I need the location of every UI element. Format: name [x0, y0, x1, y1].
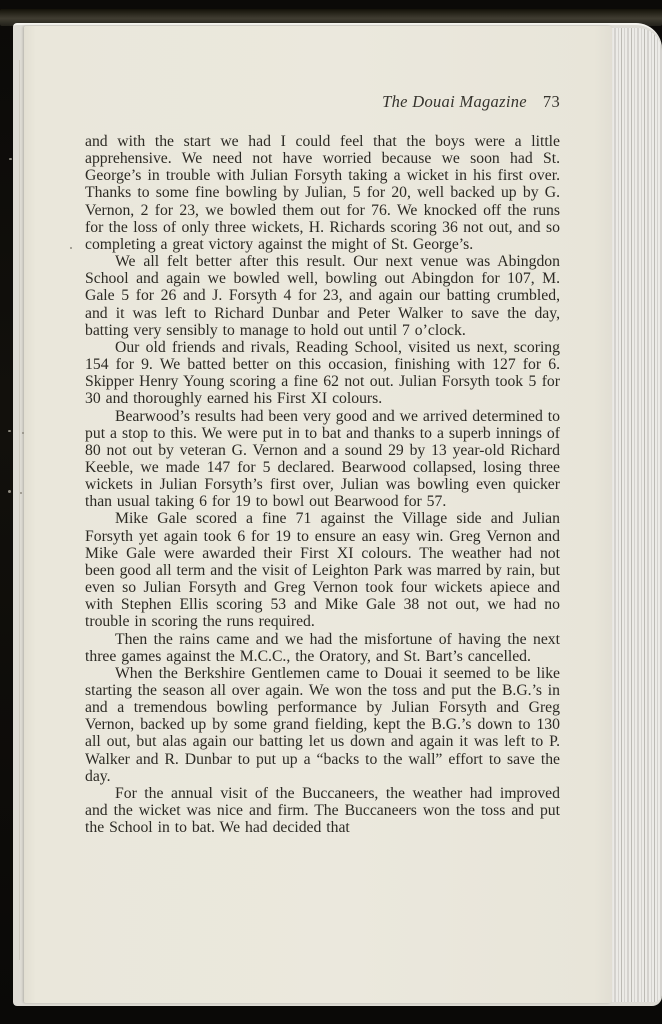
book-page: [24, 26, 612, 1003]
paragraph: Then the rains came and we had the misfortune of having the next three games against the M.C.C., the Oratory, and St. Bart’s cancelled.: [85, 630, 560, 665]
paragraph: and with the start we had I could feel that the boys were a little apprehensive. We need not have worried because we soon had St. George’s in trouble with Julian Forsyth taking a wicket in his first over. Thanks to some fine bowling by Julian, 5 for 20, well backed up by G. Vernon, 2 for 23, we bowled them out for 76. We knocked off the runs for the loss of only three wickets, H. Richards scoring 36 not out, and so completing a great victory against the might of St. George’s.: [85, 133, 560, 253]
dust-speck: [22, 432, 24, 434]
dust-speck: [9, 158, 12, 160]
paragraph: For the annual visit of the Buccaneers, the weather had improved and the wicket was nice and firm. The Buccaneers won the toss and put the School in to bat. We had decided that: [85, 784, 560, 837]
dust-speck: [8, 430, 11, 432]
paragraph: When the Berkshire Gentlemen came to Douai it seemed to be like starting the season all over again. We won the toss and put the B.G.’s in and a tremendous bowling performance by Julian Forsyth and Greg Vernon, backed up by some grand fielding, kept the B.G.’s down to 130 all out, but alas again our batting let us down and again it was left to P. Walker and R. Dunbar to put up a “backs to the wall” effort to save the day.: [85, 664, 560, 785]
dust-speck: [8, 490, 11, 493]
paragraph: Our old friends and rivals, Reading School, visited us next, scoring 154 for 9. We batted better on this occasion, finishing with 127 for 6. Skipper Henry Young scoring a fine 62 not out. Julian Forsyth took 5 for 30 and thoroughly earned his First XI colours.: [85, 338, 560, 408]
gutter-crease: [19, 60, 20, 960]
dust-speck: [70, 247, 72, 249]
fore-edge-pages: [612, 28, 662, 1002]
paragraph: Mike Gale scored a fine 71 against the Village side and Julian Forsyth yet again took 6 for 19 to ensure an easy win. Greg Vernon and Mike Gale were awarded their First XI colours. The weather had not been good all term and the visit of Leighton Park was marred by rain, but even so Julian Forsyth and Greg Vernon took four wickets apiece and with Stephen Ellis scoring 53 and Mike Gale 38 not out, we had no trouble in scoring the runs required.: [85, 510, 560, 631]
magazine-title: The Douai Magazine: [382, 92, 527, 111]
running-header: [85, 92, 560, 112]
paragraph: Bearwood’s results had been very good and we arrived determined to put a stop to this. We were put in to bat and thanks to a superb innings of 80 not out by veteran G. Vernon and a sound 29 by 13 year-old Richard Keeble, we made 147 for 5 declared. Bearwood collapsed, losing three wickets in Julian Forsyth’s first over, Julian was bowling even quicker than usual taking 6 for 19 to bowl out Bearwood for 57.: [85, 407, 560, 511]
paragraph: We all felt better after this result. Our next venue was Abingdon School and again we bowled well, bowling out Abingdon for 107, M. Gale 5 for 26 and J. Forsyth 4 for 23, and again our batting crumbled, and it was left to Richard Dunbar and Peter Walker to save the day, batting very sensibly to manage to hold out until 7 o’clock.: [85, 253, 560, 339]
article-body: [85, 133, 560, 836]
page-number: 73: [542, 92, 560, 111]
text-area: [85, 26, 560, 836]
dust-speck: [20, 492, 22, 494]
